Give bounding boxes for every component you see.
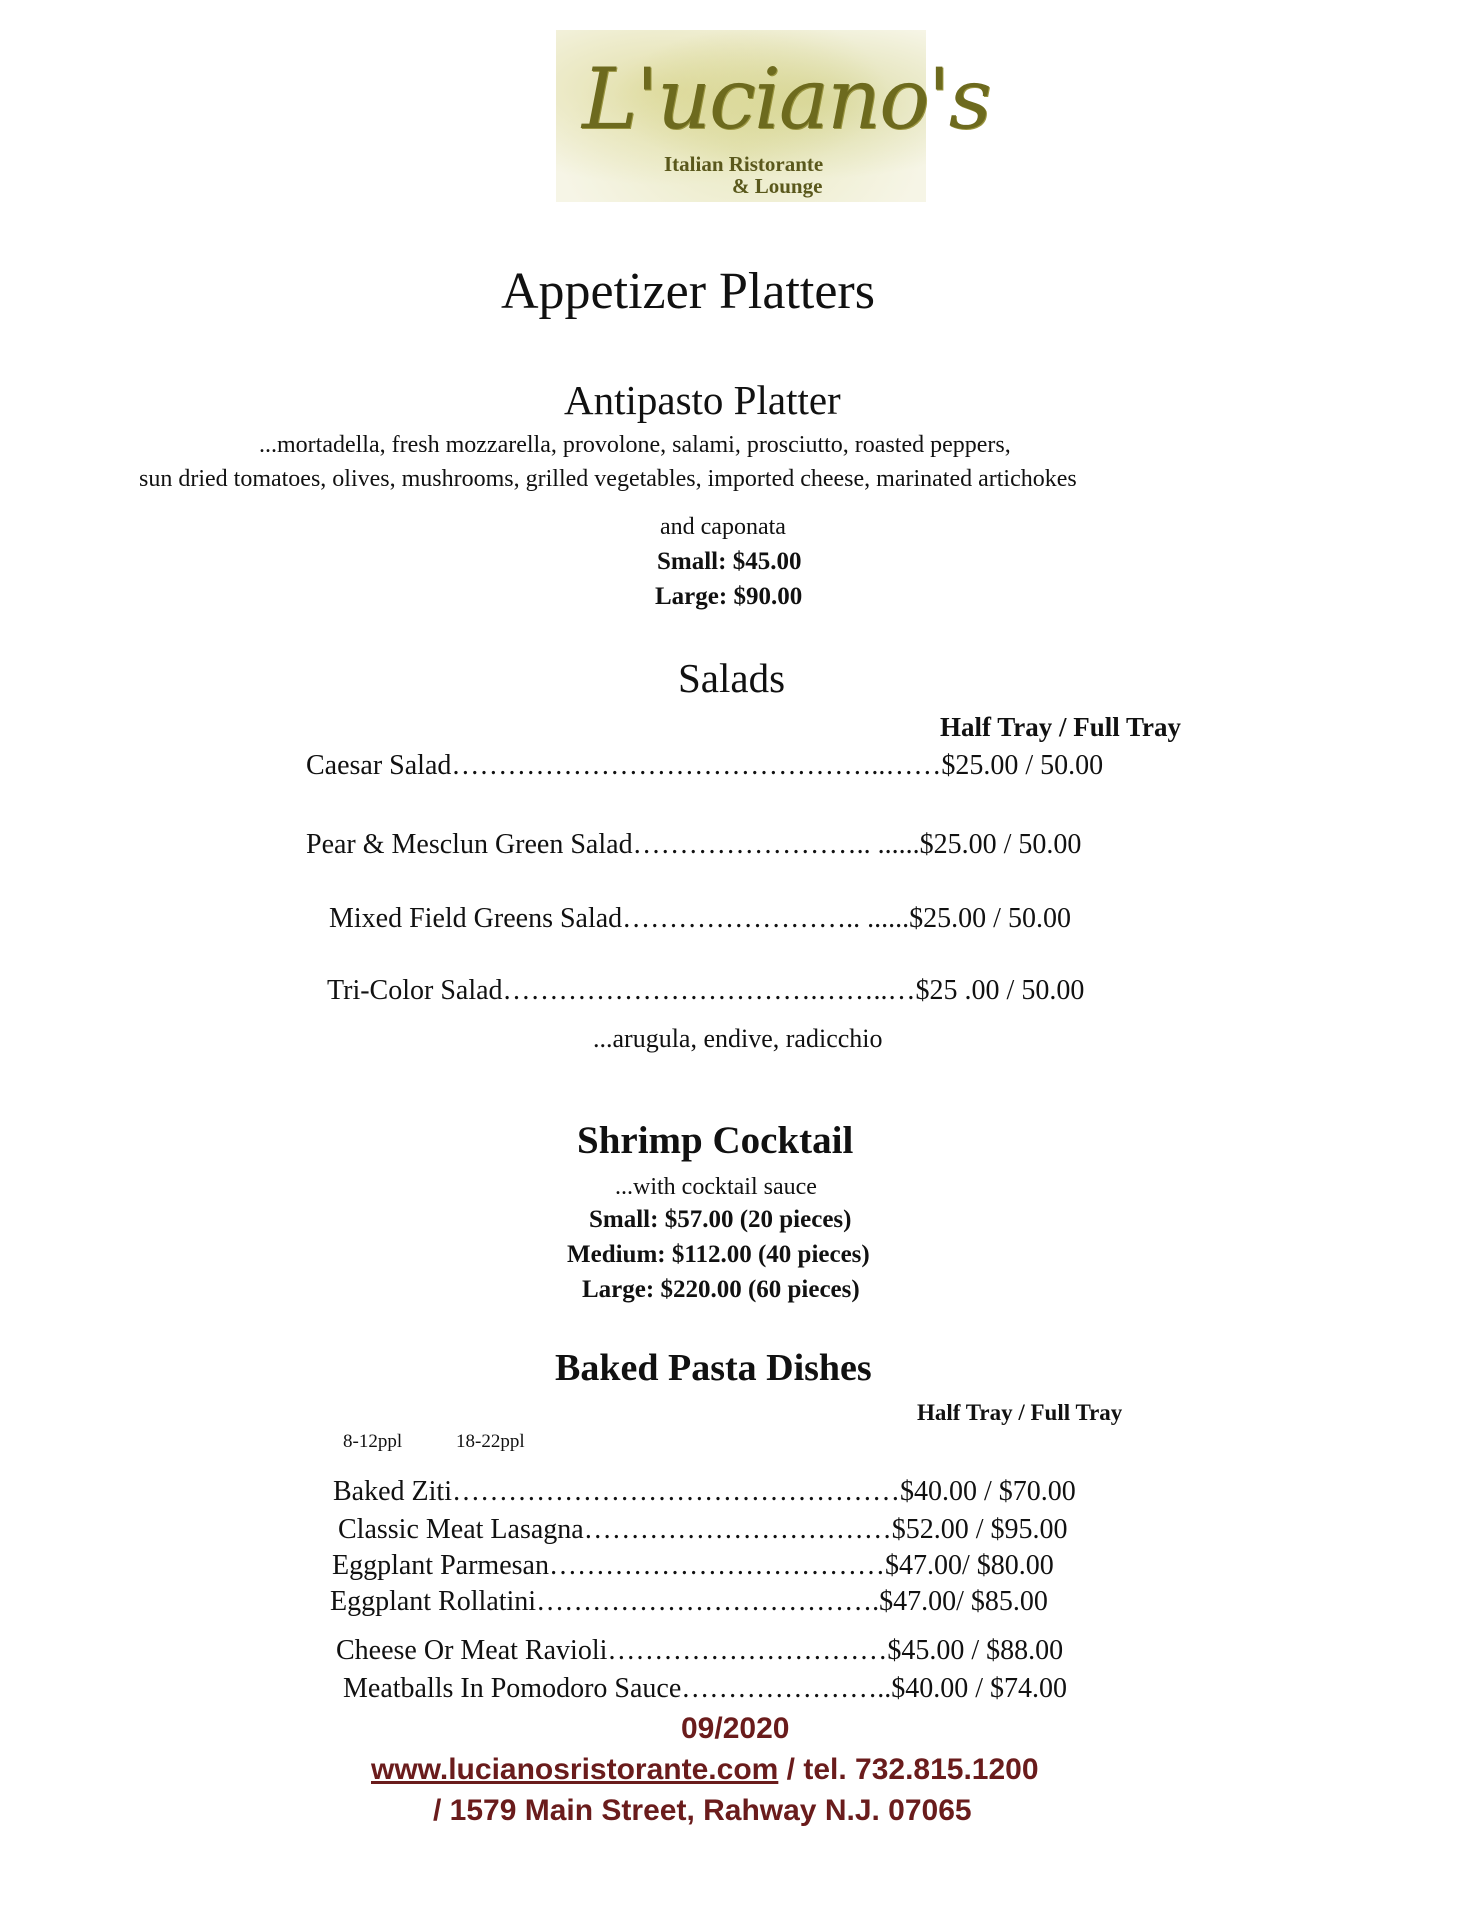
pasta-item-ravioli: Cheese Or Meat Ravioli…………………………$45.00 / $88.00 xyxy=(336,1635,1064,1666)
restaurant-logo xyxy=(556,30,990,202)
salads-tray-header: Half Tray / Full Tray xyxy=(940,712,1182,742)
footer-date: 09/2020 xyxy=(681,1712,790,1745)
salad-item-caesar: Caesar Salad………………………………………..……$25.00 / 50.00 xyxy=(306,750,1104,781)
footer-contact xyxy=(371,1753,1039,1787)
antipasto-desc-line1: ...mortadella, fresh mozzarella, provolone, salami, prosciutto, roasted peppers, xyxy=(259,432,1011,458)
pasta-item-meatballs: Meatballs In Pomodoro Sauce…………………..$40.00 / $74.00 xyxy=(343,1673,1068,1704)
pasta-tray-header: Half Tray / Full Tray xyxy=(917,1400,1123,1425)
antipasto-price-large: Large: $90.00 xyxy=(655,583,803,610)
pasta-item-eggplant-rollatini: Eggplant Rollatini……………………………….$47.00/ $85.00 xyxy=(330,1586,1048,1617)
shrimp-desc: ...with cocktail sauce xyxy=(615,1174,817,1200)
shrimp-price-large: Large: $220.00 (60 pieces) xyxy=(582,1276,860,1303)
antipasto-desc-line3: and caponata xyxy=(660,514,786,540)
shrimp-price-small: Small: $57.00 (20 pieces) xyxy=(589,1206,852,1233)
pasta-item-baked-ziti: Baked Ziti…………………………………………$40.00 / $70.00 xyxy=(333,1476,1076,1507)
logo-wordmark: L'uciano's xyxy=(582,50,990,148)
website-link[interactable]: www.lucianosristorante.com xyxy=(371,1753,779,1786)
pasta-title: Baked Pasta Dishes xyxy=(555,1347,872,1389)
salad-item-pear-mesclun: Pear & Mesclun Green Salad…………………….. ......$25.00 / 50.00 xyxy=(306,829,1082,860)
shrimp-price-medium: Medium: $112.00 (40 pieces) xyxy=(567,1241,870,1268)
antipasto-title: Antipasto Platter xyxy=(564,377,841,423)
salad-item-mixed-greens: Mixed Field Greens Salad…………………….. ......$25.00 / 50.00 xyxy=(329,903,1071,934)
antipasto-desc-line2: sun dried tomatoes, olives, mushrooms, grilled vegetables, imported cheese, marinated artichokes xyxy=(139,466,1077,492)
pasta-ppl-half: 8-12ppl xyxy=(343,1431,403,1452)
logo-subtitle-2: & Lounge xyxy=(732,174,823,198)
page-title: Appetizer Platters xyxy=(501,263,875,320)
pasta-ppl-full: 18-22ppl xyxy=(456,1431,525,1452)
pasta-item-lasagna: Classic Meat Lasagna……………………………$52.00 / $95.00 xyxy=(338,1514,1068,1545)
salad-item-tricolor: Tri-Color Salad…………………………….……..…$25 .00 / 50.00 xyxy=(327,975,1085,1006)
antipasto-price-small: Small: $45.00 xyxy=(657,548,802,575)
footer-address: / 1579 Main Street, Rahway N.J. 07065 xyxy=(433,1794,972,1827)
salads-title: Salads xyxy=(678,655,786,701)
logo-subtitle-1: Italian Ristorante xyxy=(664,152,824,176)
footer-tel: / tel. 732.815.1200 xyxy=(778,1753,1039,1786)
shrimp-title: Shrimp Cocktail xyxy=(577,1119,854,1162)
tricolor-note: ...arugula, endive, radicchio xyxy=(593,1024,883,1053)
pasta-item-eggplant-parmesan: Eggplant Parmesan………………………………$47.00/ $80.00 xyxy=(332,1550,1054,1581)
